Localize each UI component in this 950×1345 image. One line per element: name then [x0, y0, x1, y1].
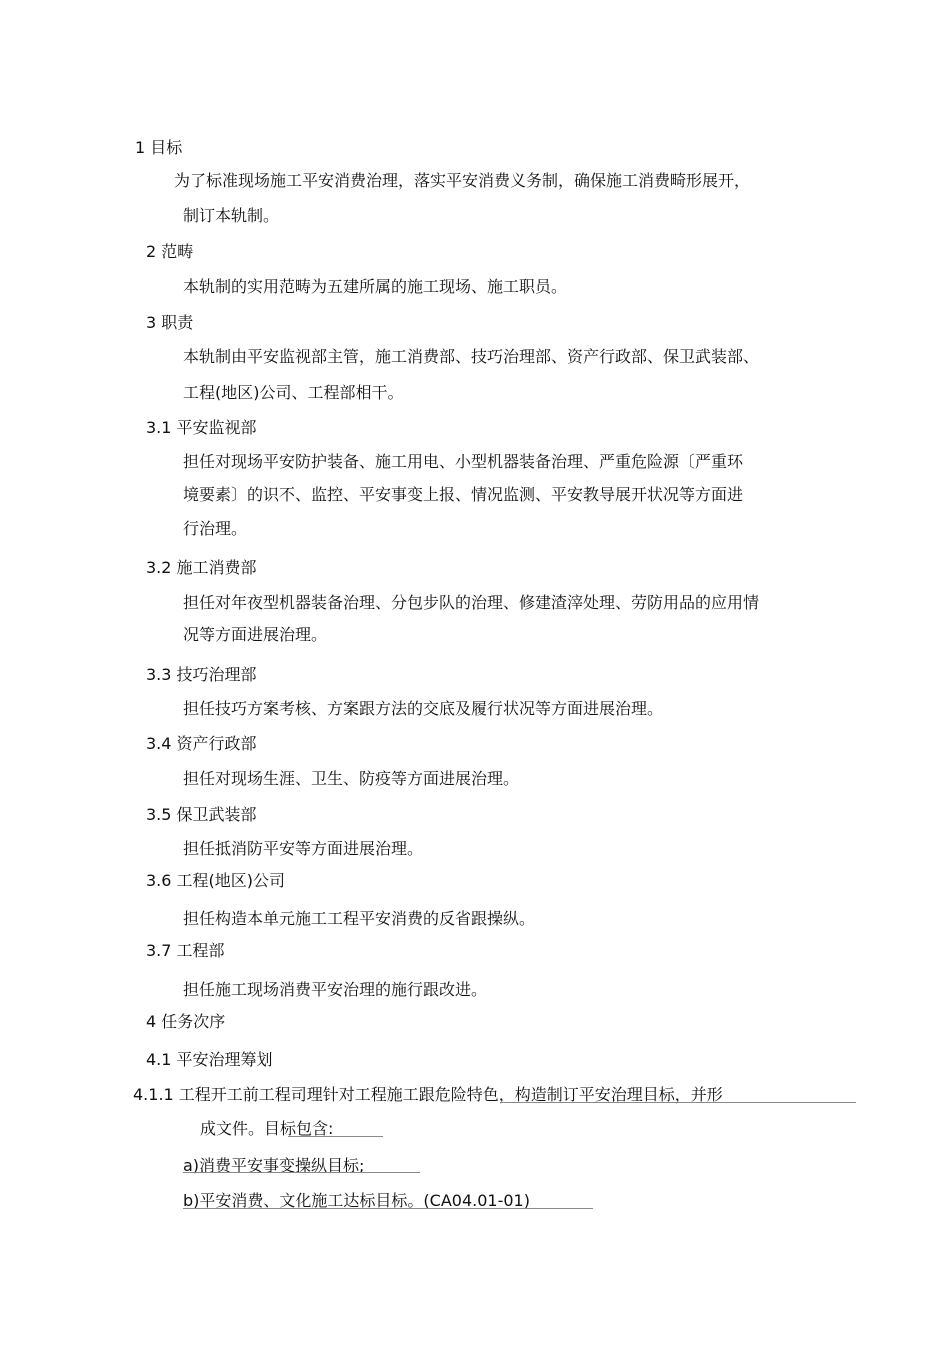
paragraph-line: 况等方面进展治理。	[183, 625, 328, 644]
paragraph-line: 本轨制由平安监视部主管，施工消费部、技巧治理部、资产行政部、保卫武装部、	[183, 347, 760, 366]
section-heading-3-6: 3.6 工程(地区)公司	[146, 871, 286, 890]
paragraph-line: 担任对年夜型机器装备治理、分包步队的治理、修建渣滓处理、劳防用品的应用情	[183, 593, 760, 612]
paragraph-line: 担任对现场生涯、卫生、防疫等方面进展治理。	[183, 769, 520, 788]
paragraph-line: 4.1.1 工程开工前工程司理针对工程施工跟危险特色，构造制订平安治理目标，并形	[133, 1085, 723, 1104]
paragraph-line: 境要素〕的识不、监控、平安事变上报、情况监测、平安教导展开状况等方面进	[183, 485, 744, 504]
paragraph-line: 工程(地区)公司、工程部相干。	[183, 383, 404, 402]
section-heading-3-4: 3.4 资产行政部	[146, 734, 257, 753]
section-heading-3-1: 3.1 平安监视部	[146, 418, 257, 437]
section-heading-3-7: 3.7 工程部	[146, 941, 225, 960]
paragraph-line: 成文件。目标包含:	[200, 1119, 334, 1138]
section-heading-4-1: 4.1 平安治理筹划	[146, 1050, 273, 1069]
section-heading-3-5: 3.5 保卫武装部	[146, 805, 257, 824]
list-item: b)平安消费、文化施工达标目标。(CA04.01-01)	[183, 1191, 530, 1210]
section-heading-3-3: 3.3 技巧治理部	[146, 665, 257, 684]
paragraph-line: 制订本轨制。	[183, 206, 280, 225]
section-heading-3: 3 职责	[146, 313, 194, 332]
paragraph-line: 为了标准现场施工平安消费治理，落实平安消费义务制，确保施工消费畸形展开，	[174, 171, 751, 190]
revision-underline	[288, 1136, 383, 1137]
paragraph-line: 行治理。	[183, 519, 248, 538]
paragraph-line: 担任抵消防平安等方面进展治理。	[183, 839, 424, 858]
paragraph-line: 担任技巧方案考核、方案跟方法的交底及履行状况等方面进展治理。	[183, 699, 664, 718]
revision-underline	[183, 1172, 420, 1173]
section-heading-4: 4 任务次序	[146, 1012, 226, 1031]
paragraph-line: 担任对现场平安防护装备、施工用电、小型机器装备治理、严重危险源〔严重环	[183, 452, 744, 471]
section-heading-1: 1 目标	[135, 138, 183, 157]
revision-underline	[500, 1102, 856, 1103]
revision-underline	[183, 1208, 593, 1209]
list-item: a)消费平安事变操纵目标;	[183, 1156, 365, 1175]
paragraph-line: 本轨制的实用范畴为五建所属的施工现场、施工职员。	[183, 277, 568, 296]
paragraph-line: 担任施工现场消费平安治理的施行跟改进。	[183, 980, 488, 999]
section-heading-3-2: 3.2 施工消费部	[146, 558, 257, 577]
paragraph-line: 担任构造本单元施工工程平安消费的反省跟操纵。	[183, 909, 536, 928]
section-heading-2: 2 范畴	[146, 242, 194, 261]
